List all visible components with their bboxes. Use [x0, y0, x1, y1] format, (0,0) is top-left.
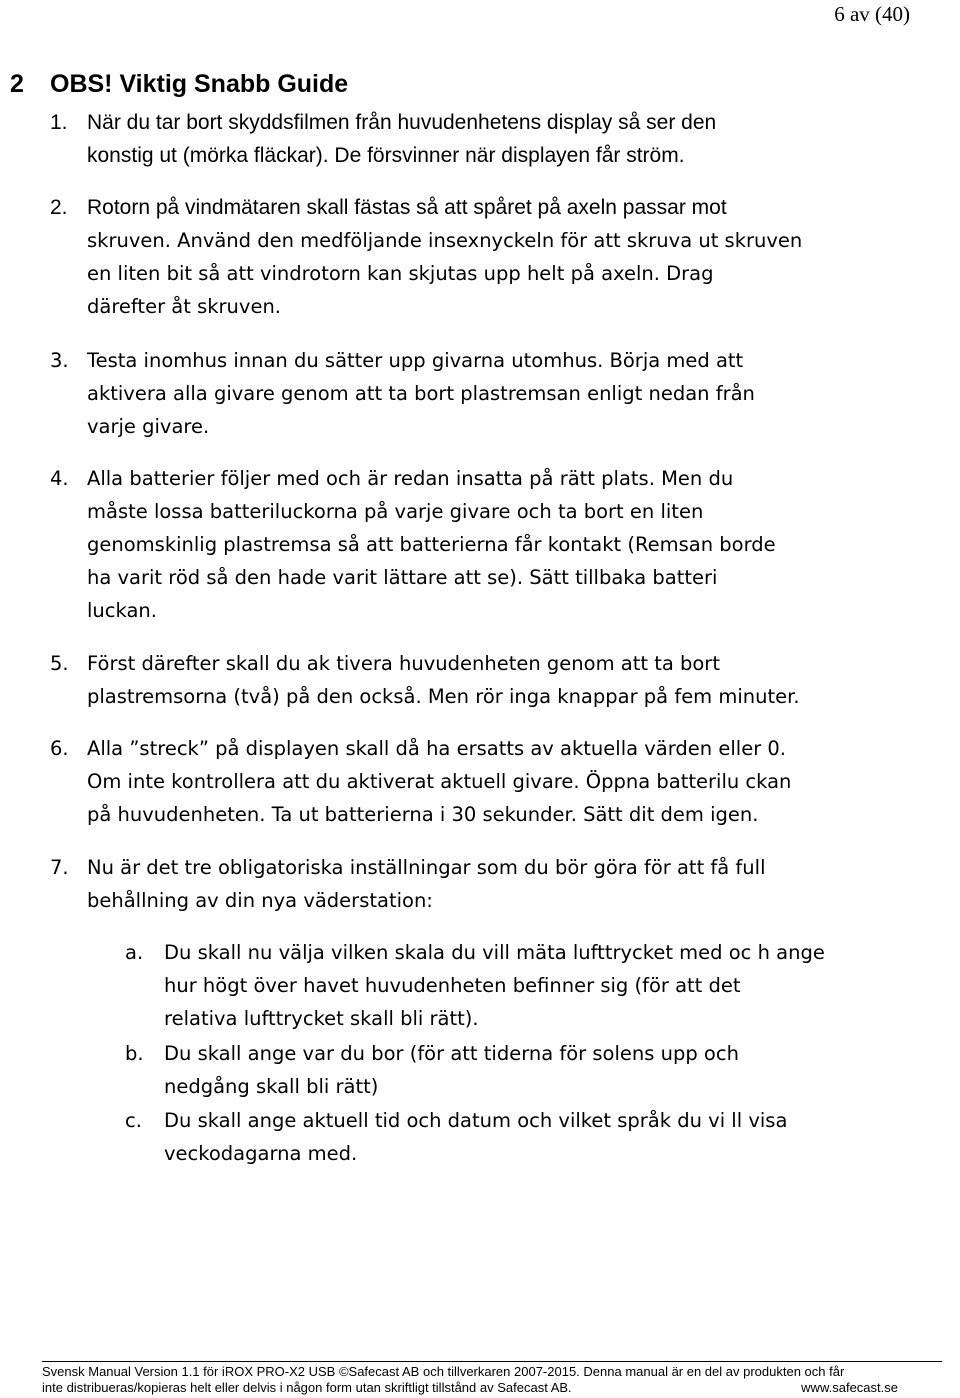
item-line: ha varit röd så den hade varit lättare att se). Sätt tillbaka batteri [87, 566, 718, 589]
footer-divider [42, 1361, 942, 1362]
sub-item-a [125, 936, 825, 1035]
item-line: Testa inomhus innan du sätter upp givarna utomhus. Börja med att [87, 349, 744, 372]
sub-item-letter: c. [125, 1109, 142, 1132]
item-line: skruven. Använd den medföljande insexnyckeln för att skruva ut skruven [87, 229, 803, 252]
item-number: 6. [50, 737, 69, 760]
sub-item-line: relativa lufttrycket skall bli rätt). [164, 1007, 479, 1030]
item-line: Om inte kontrollera att du aktiverat aktuell givare. Öppna batterilu ckan [87, 770, 792, 793]
item-line: varje givare. [87, 415, 210, 438]
list-item-2 [50, 191, 802, 323]
footer [42, 1364, 942, 1396]
sub-item-line: Du skall ange var du bor (för att tiderna för solens upp och [164, 1042, 739, 1065]
section-title: OBS! Viktig Snabb Guide [50, 70, 349, 98]
page-number: 6 av (40) [834, 2, 910, 26]
list-item-3 [50, 344, 755, 443]
item-line: måste lossa batteriluckorna på varje givare och ta bort en liten [87, 500, 704, 523]
list-item-1 [50, 106, 716, 172]
list-item-4 [50, 462, 776, 627]
footer-notice: inte distribueras/kopieras helt eller delvis i någon form utan skriftligt tillstånd av Safecast AB. [42, 1380, 572, 1395]
item-line: Alla ”streck” på displayen skall då ha ersatts av aktuella värden eller 0. [87, 737, 787, 760]
section-heading [10, 70, 348, 99]
sub-item-b [125, 1037, 739, 1103]
item-line: När du tar bort skyddsfilmen från huvudenhetens display så ser den [87, 111, 717, 134]
sub-item-line: Du skall ange aktuell tid och datum och vilket språk du vi ll visa [164, 1109, 788, 1132]
item-line: Nu är det tre obligatoriska inställningar som du bör göra för att få full [87, 856, 766, 879]
sub-item-line: Du skall nu välja vilken skala du vill mäta lufttrycket med oc h ange [164, 941, 825, 964]
sub-item-line: nedgång skall bli rätt) [164, 1075, 379, 1098]
item-number: 5. [50, 652, 69, 675]
section-number: 2 [10, 70, 24, 98]
footer-copyright: Svensk Manual Version 1.1 för iROX PRO-X2 USB ©Safecast AB och tillverkaren 2007-2015. Denna manual är en del av produkten och får [42, 1364, 845, 1379]
sub-item-line: veckodagarna med. [164, 1142, 358, 1165]
sub-item-line: hur högt över havet huvudenheten befinner sig (för att det [164, 974, 741, 997]
item-number: 4. [50, 467, 69, 490]
item-line: på huvudenheten. Ta ut batterierna i 30 sekunder. Sätt dit dem igen. [87, 803, 759, 826]
item-line: Rotorn på vindmätaren skall fästas så att spåret på axeln passar mot [87, 196, 727, 219]
sub-item-letter: a. [125, 941, 144, 964]
item-line: genomskinlig plastremsa så att batterierna får kontakt (Remsan borde [87, 533, 776, 556]
sub-item-letter: b. [125, 1042, 144, 1065]
item-line: plastremsorna (två) på den också. Men rör inga knappar på fem minuter. [87, 685, 800, 708]
list-item-5 [50, 647, 800, 713]
item-number: 2. [50, 196, 68, 219]
item-line: därefter åt skruven. [87, 295, 282, 318]
footer-website: www.safecast.se [801, 1380, 898, 1395]
item-line: aktivera alla givare genom att ta bort plastremsan enligt nedan från [87, 382, 755, 405]
item-number: 3. [50, 349, 69, 372]
item-line: luckan. [87, 599, 157, 622]
item-line: en liten bit så att vindrotorn kan skjutas upp helt på axeln. Drag [87, 262, 714, 285]
item-line: konstig ut (mörka fläckar). De försvinner när displayen får ström. [87, 144, 685, 167]
list-item-7 [50, 851, 765, 917]
item-number: 1. [50, 111, 68, 134]
item-line: behållning av din nya väderstation: [87, 889, 433, 912]
sub-item-c [125, 1104, 787, 1170]
item-line: Alla batterier följer med och är redan insatta på rätt plats. Men du [87, 467, 734, 490]
item-line: Först därefter skall du ak tivera huvudenheten genom att ta bort [87, 652, 720, 675]
item-number: 7. [50, 856, 69, 879]
list-item-6 [50, 732, 791, 831]
